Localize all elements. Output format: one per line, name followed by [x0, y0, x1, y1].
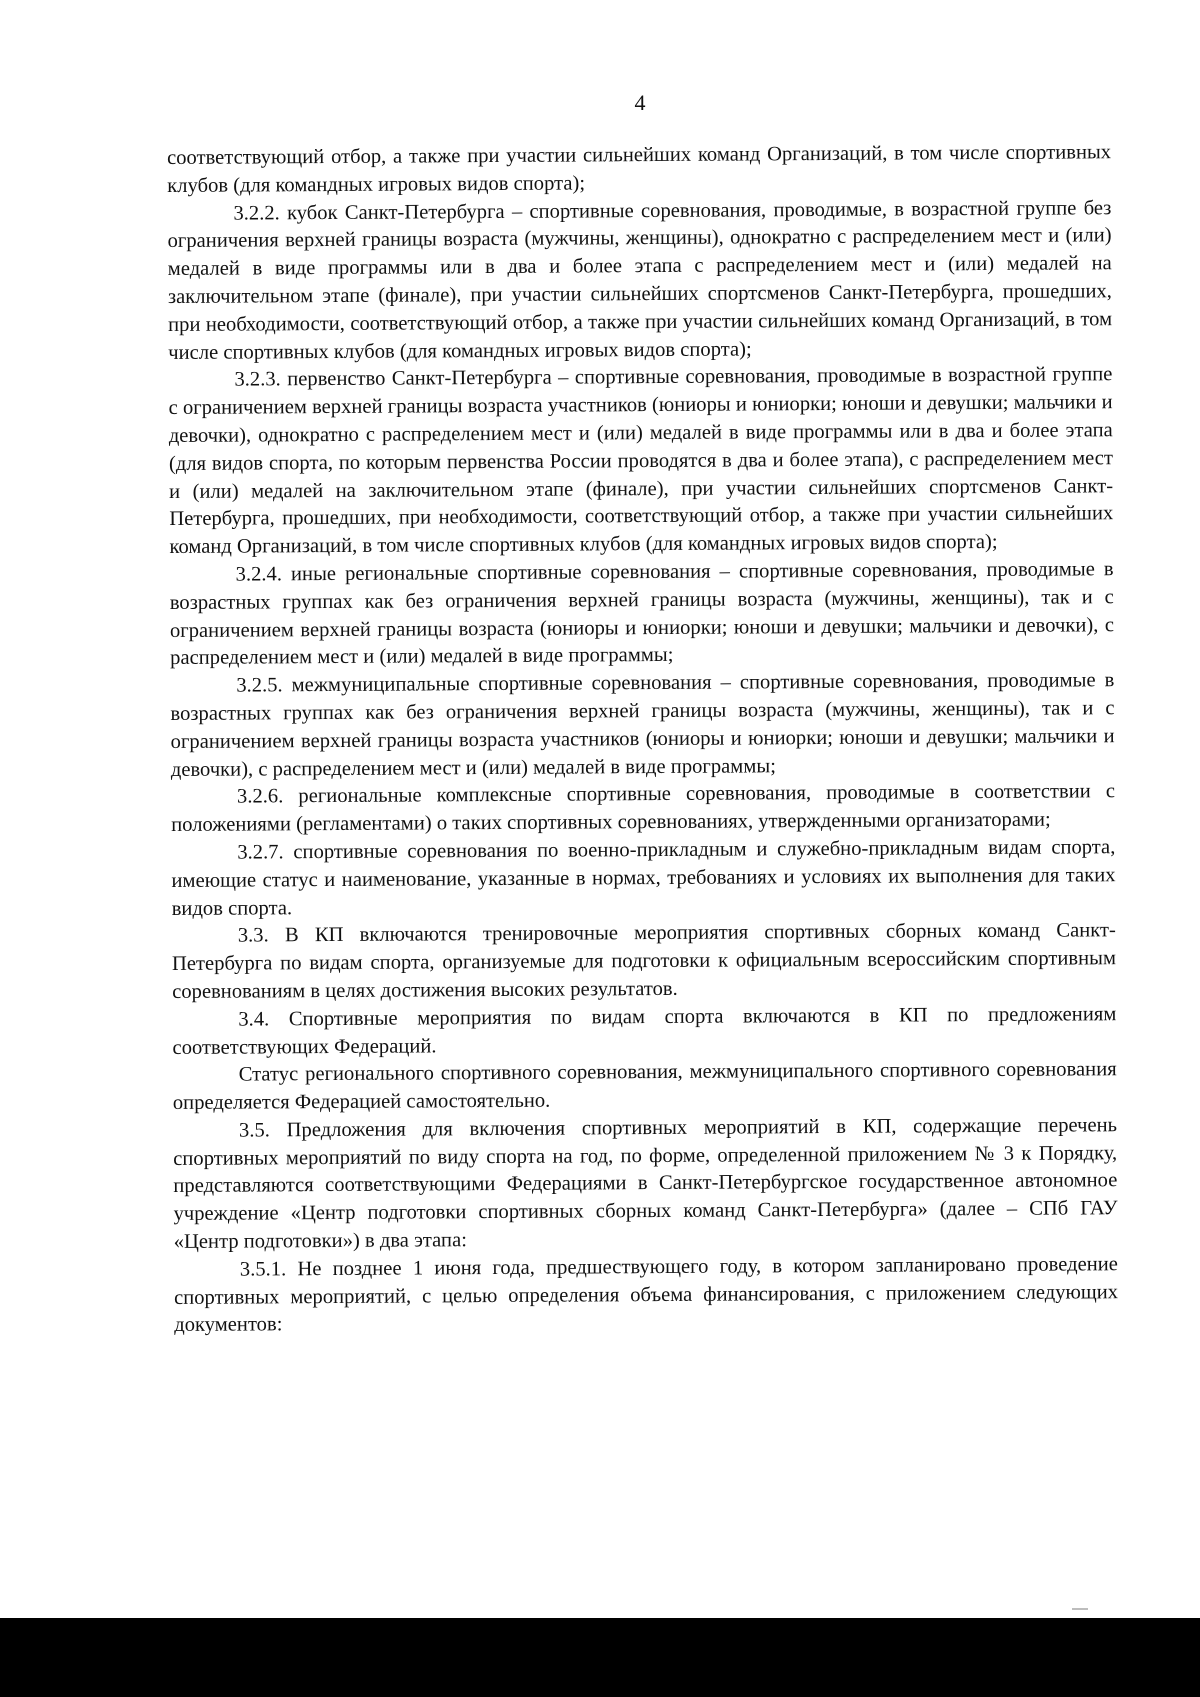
- paragraph-3-2-6: 3.2.6. региональные комплексные спортивные соревнования, проводимые в соответствии с положениями (регламентами) о таких спортивных соревнованиях, утвержденными организаторами;: [171, 780, 1116, 837]
- scan-artifact: [1072, 1608, 1088, 1610]
- paragraph-3-5: 3.5. Предложения для включения спортивных мероприятий в КП, содержащие перечень спортивных мероприятий по виду спорта на год, по форме, определенной приложением № 3 к Порядку, представляются соответствующими Федерациями в Санкт-Петербургское государственное автономное учреждение «Центр подготовки спортивных сборных команд Санкт-Петербурга» (далее – СПб ГАУ «Центр подготовки») в два этапа:: [173, 1114, 1118, 1254]
- paragraph-3-4: 3.4. Спортивные мероприятия по видам спорта включаются в КП по предложениям соответствующих Федераций.: [172, 1002, 1117, 1059]
- paragraph-3-2-7: 3.2.7. спортивные соревнования по военно-прикладным и служебно-прикладным видам спорта, имеющие статус и наименование, указанные в нормах, требованиях и условиях их выполнения для таких видов спорта.: [171, 836, 1116, 920]
- paragraph-3-2-3: 3.2.3. первенство Санкт-Петербурга – спортивные соревнования, проводимые в возрастной группе с ограничением верхней границы возраста участников (юниоры и юниорки; юноши и девушки; мальчики и девочки), однократно с распределением мест и (или) медалей в виде программы или в два и более этапа (для видов спорта, по которым первенства России проводятся в два и более этапа), с распределением мест и (или) медалей на заключительном этапе (финале), при участии сильнейших спортсменов Санкт-Петербурга, прошедших, при необходимости, соответствующий отбор, а также при участии сильнейших команд Организаций, в том числе спортивных клубов (для командных игровых видов спорта);: [168, 363, 1114, 559]
- paragraph-continuation: соответствующий отбор, а также при участии сильнейших команд Организаций, в том числе спортивных клубов (для командных игровых видов спорта);: [167, 141, 1112, 197]
- paragraph-3-2-5: 3.2.5. межмуниципальные спортивные соревнования – спортивные соревнования, проводимые в возрастных группах как без ограничения верхней границы возраста (мужчины, женщины), так и с ограничением верхней границы возраста участников (юниоры и юниорки; юноши и девушки; мальчики и девочки), с распределением мест и (или) медалей в виде программы;: [170, 669, 1115, 781]
- paragraph-status: Статус регионального спортивного соревнования, межмуниципального спортивного соревнования определяется Федерацией самостоятельно.: [172, 1058, 1117, 1115]
- paragraph-3-5-1: 3.5.1. Не позднее 1 июня года, предшествующего году, в котором запланировано проведение спортивных мероприятий, с целью определения объема финансирования, с приложением следующих документов:: [173, 1253, 1119, 1337]
- scan-border: [0, 1618, 1200, 1697]
- paragraph-3-3: 3.3. В КП включаются тренировочные мероприятия спортивных сборных команд Санкт-Петербурга по видам спорта, организуемые для подготовки к официальным всероссийским спортивным соревнованиям в целях достижения высоких результатов.: [171, 919, 1117, 1003]
- document-body: [167, 139, 1118, 1340]
- paragraph-3-2-2: 3.2.2. кубок Санкт-Петербурга – спортивные соревнования, проводимые, в возрастной группе без ограничения верхней границы возраста (мужчины, женщины), однократно с распределением мест и (или) медалей в виде программы или в два и более этапа с распределением мест и (или) медалей на заключительном этапе (финале), при участии сильнейших спортсменов Санкт-Петербурга, прошедших, при необходимости, соответствующий отбор, а также при участии сильнейших команд Организаций, в том числе спортивных клубов (для командных игровых видов спорта);: [167, 196, 1113, 364]
- paragraph-3-2-4: 3.2.4. иные региональные спортивные соревнования – спортивные соревнования, проводимые в возрастных группах как без ограничения верхней границы возраста (мужчины, женщины), так и с ограничением верхней границы возраста (юниоры и юниорки; юноши и девушки; мальчики и девочки), с распределением мест и (или) медалей в виде программы;: [169, 558, 1115, 670]
- page-number: 4: [634, 90, 646, 115]
